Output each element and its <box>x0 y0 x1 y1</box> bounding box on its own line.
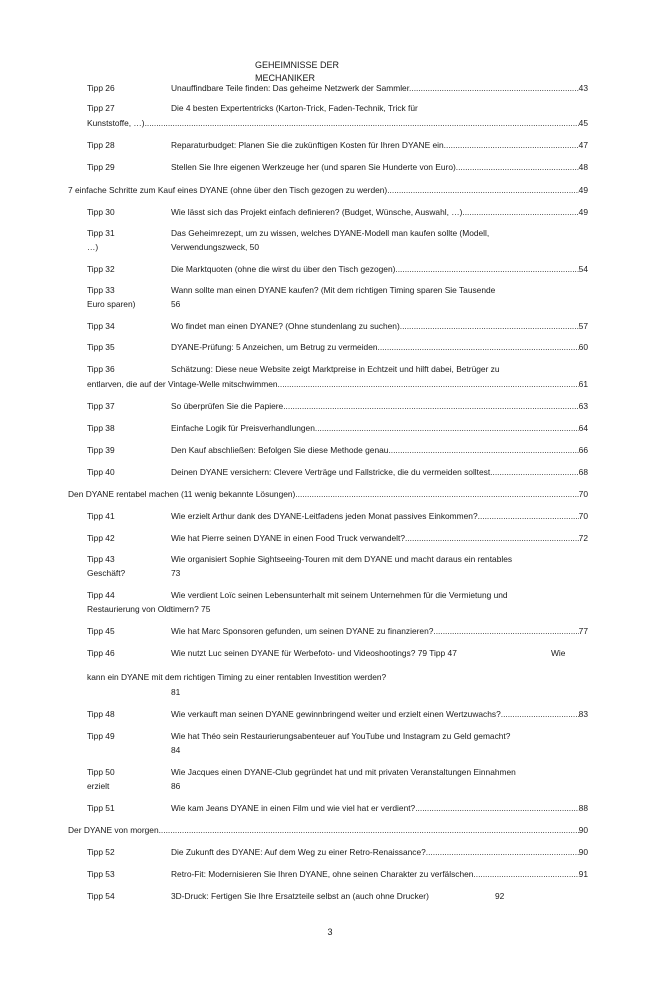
tipp-number: Tipp 54 <box>87 891 115 901</box>
page-number: 3 <box>327 927 333 937</box>
tipp-number: Tipp 27 <box>87 103 115 113</box>
tipp-number: Tipp 45 <box>87 626 115 636</box>
entry-title-cont: 86 <box>171 781 181 791</box>
page-ref: 83 <box>578 709 588 719</box>
entry-title-cont: 56 <box>171 299 181 309</box>
entry-title: Wie organisiert Sophie Sightseeing-Touren mit dem DYANE und macht daraus ein rentables <box>171 554 513 564</box>
page-ref: 45 <box>578 118 588 128</box>
page-ref: 70 <box>578 511 588 521</box>
page-ref: 91 <box>578 869 588 879</box>
entry-title-fragment: Wie <box>551 648 566 658</box>
page-ref: 88 <box>578 803 588 813</box>
page-ref: 48 <box>578 162 588 172</box>
entry-title: Wie hat Pierre seinen DYANE in einen Food Truck verwandelt? <box>171 533 405 543</box>
entry-title: Wo findet man einen DYANE? (Ohne stundenlang zu suchen) <box>171 321 400 331</box>
page-ref: 90 <box>578 825 588 835</box>
entry-title: Die Marktquoten (ohne die wirst du über den Tisch gezogen) <box>171 264 396 274</box>
tipp-number: Tipp 52 <box>87 847 115 857</box>
tipp-number: Tipp 48 <box>87 709 115 719</box>
entry-title: Einfache Logik für Preisverhandlungen <box>171 423 315 433</box>
entry-title: Wie Jacques einen DYANE-Club gegründet hat und mit privaten Veranstaltungen Einnahmen <box>171 767 516 777</box>
tipp-number: Tipp 37 <box>87 401 115 411</box>
entry-title-cont: Kunststoffe, …) <box>87 118 145 128</box>
entry-title: 3D-Druck: Fertigen Sie Ihre Ersatzteile selbst an (auch ohne Drucker) <box>171 891 429 901</box>
entry-title: So überprüfen Sie die Papiere <box>171 401 284 411</box>
tipp-number: Tipp 39 <box>87 445 115 455</box>
entry-title: DYANE-Prüfung: 5 Anzeichen, um Betrug zu vermeiden <box>171 342 378 352</box>
tipp-number: Tipp 29 <box>87 162 115 172</box>
page-ref: 49 <box>578 185 588 195</box>
page-ref: 47 <box>578 140 588 150</box>
tipp-number: Tipp 53 <box>87 869 115 879</box>
tipp-number: Tipp 38 <box>87 423 115 433</box>
tipp-number: Tipp 33 <box>87 285 115 295</box>
tipp-number: Tipp 44 <box>87 590 115 600</box>
running-header: GEHEIMNISSE DER MECHANIKER <box>255 60 340 83</box>
entry-title: Die 4 besten Expertentricks (Karton-Trick, Faden-Technik, Trick für <box>171 103 418 113</box>
page-ref: 63 <box>578 401 588 411</box>
page-ref: 61 <box>578 379 588 389</box>
tipp-number: Tipp 26 <box>87 83 115 93</box>
tipp-number: Tipp 32 <box>87 264 115 274</box>
entry-title: Reparaturbudget: Planen Sie die zukünftigen Kosten für Ihren DYANE ein <box>171 140 444 150</box>
entry-title: Wie hat Théo sein Restaurierungsabenteuer auf YouTube und Instagram zu Geld gemacht? <box>171 731 511 741</box>
tipp-number-cont: Euro sparen) <box>87 299 136 309</box>
tipp-number: Tipp 31 <box>87 228 115 238</box>
page-ref: 64 <box>578 423 588 433</box>
entry-title: Stellen Sie Ihre eigenen Werkzeuge her (und sparen Sie Hunderte von Euro) <box>171 162 456 172</box>
entry-title: Wie kam Jeans DYANE in einen Film und wie viel hat er verdient? <box>171 803 416 813</box>
entry-title: Schätzung: Diese neue Website zeigt Marktpreise in Echtzeit und hilft dabei, Betrüger zu <box>171 364 500 374</box>
entry-title: Die Zukunft des DYANE: Auf dem Weg zu einer Retro-Renaissance? <box>171 847 426 857</box>
page-ref: 57 <box>578 321 588 331</box>
tipp-number: Tipp 28 <box>87 140 115 150</box>
tipp-number-cont: erzielt <box>87 781 110 791</box>
tipp-number-cont: Geschäft? <box>87 568 126 578</box>
page-ref: 92 <box>495 891 505 901</box>
entry-title-cont: 84 <box>171 745 181 755</box>
tipp-number: Tipp 35 <box>87 342 115 352</box>
tipp-number: Tipp 30 <box>87 207 115 217</box>
tipp-number: Tipp 50 <box>87 767 115 777</box>
page-ref: 49 <box>578 207 588 217</box>
entry-title: Deinen DYANE versichern: Clevere Verträge und Fallstricke, die du vermeiden solltest <box>171 467 491 477</box>
entry-title-cont: Restaurierung von Oldtimern? 75 <box>87 604 211 614</box>
page-ref: 77 <box>578 626 588 636</box>
entry-title: Retro-Fit: Modernisieren Sie Ihren DYANE, ohne seinen Charakter zu verfälschen <box>171 869 474 879</box>
page-ref: 68 <box>578 467 588 477</box>
entry-title: Wann sollte man einen DYANE kaufen? (Mit dem richtigen Timing sparen Sie Tausende <box>171 285 496 295</box>
entry-title-cont: entlarven, die auf der Vintage-Welle mitschwimmen <box>87 379 278 389</box>
page-ref: 54 <box>578 264 588 274</box>
page-ref: 43 <box>578 83 588 93</box>
section-title: 7 einfache Schritte zum Kauf eines DYANE (ohne über den Tisch gezogen zu werden) <box>68 185 388 195</box>
tipp-number: Tipp 41 <box>87 511 115 521</box>
tipp-number: Tipp 46 <box>87 648 115 658</box>
section-title: Den DYANE rentabel machen (11 wenig bekannte Lösungen) <box>68 489 296 499</box>
entry-title: Den Kauf abschließen: Befolgen Sie diese Methode genau <box>171 445 389 455</box>
entry-title: Wie verdient Loïc seinen Lebensunterhalt mit seinem Unternehmen für die Vermietung und <box>171 590 508 600</box>
tipp-number: Tipp 34 <box>87 321 115 331</box>
tipp-number: Tipp 36 <box>87 364 115 374</box>
entry-title-cont: kann ein DYANE mit dem richtigen Timing zu einer rentablen Investition werden? <box>87 672 387 682</box>
entry-title: Wie lässt sich das Projekt einfach definieren? (Budget, Wünsche, Auswahl, …) <box>171 207 463 217</box>
page-ref: 66 <box>578 445 588 455</box>
tipp-number: Tipp 40 <box>87 467 115 477</box>
page-ref: 90 <box>578 847 588 857</box>
page-ref: 70 <box>578 489 588 499</box>
tipp-number: Tipp 43 <box>87 554 115 564</box>
page-ref: 60 <box>578 342 588 352</box>
entry-title: Wie hat Marc Sponsoren gefunden, um seinen DYANE zu finanzieren? <box>171 626 434 636</box>
entry-title: Wie verkauft man seinen DYANE gewinnbringend weiter und erzielt einen Wertzuwachs? <box>171 709 501 719</box>
section-title: Der DYANE von morgen <box>68 825 159 835</box>
entry-title: Das Geheimrezept, um zu wissen, welches DYANE-Modell man kaufen sollte (Modell, <box>171 228 490 238</box>
tipp-number: Tipp 42 <box>87 533 115 543</box>
entry-title: Wie erzielt Arthur dank des DYANE-Leitfadens jeden Monat passives Einkommen? <box>171 511 478 521</box>
entry-title: Wie nutzt Luc seinen DYANE für Werbefoto- und Videoshootings? 79 Tipp 47 <box>171 648 457 658</box>
page-ref: 72 <box>578 533 588 543</box>
entry-title-cont: 73 <box>171 568 181 578</box>
entry-title-cont: Verwendungszweck, 50 <box>171 242 259 252</box>
entry-title: Unauffindbare Teile finden: Das geheime Netzwerk der Sammler. <box>171 83 412 93</box>
page-ref: 81 <box>171 687 181 697</box>
tipp-number-cont: …) <box>87 242 99 252</box>
tipp-number: Tipp 49 <box>87 731 115 741</box>
tipp-number: Tipp 51 <box>87 803 115 813</box>
